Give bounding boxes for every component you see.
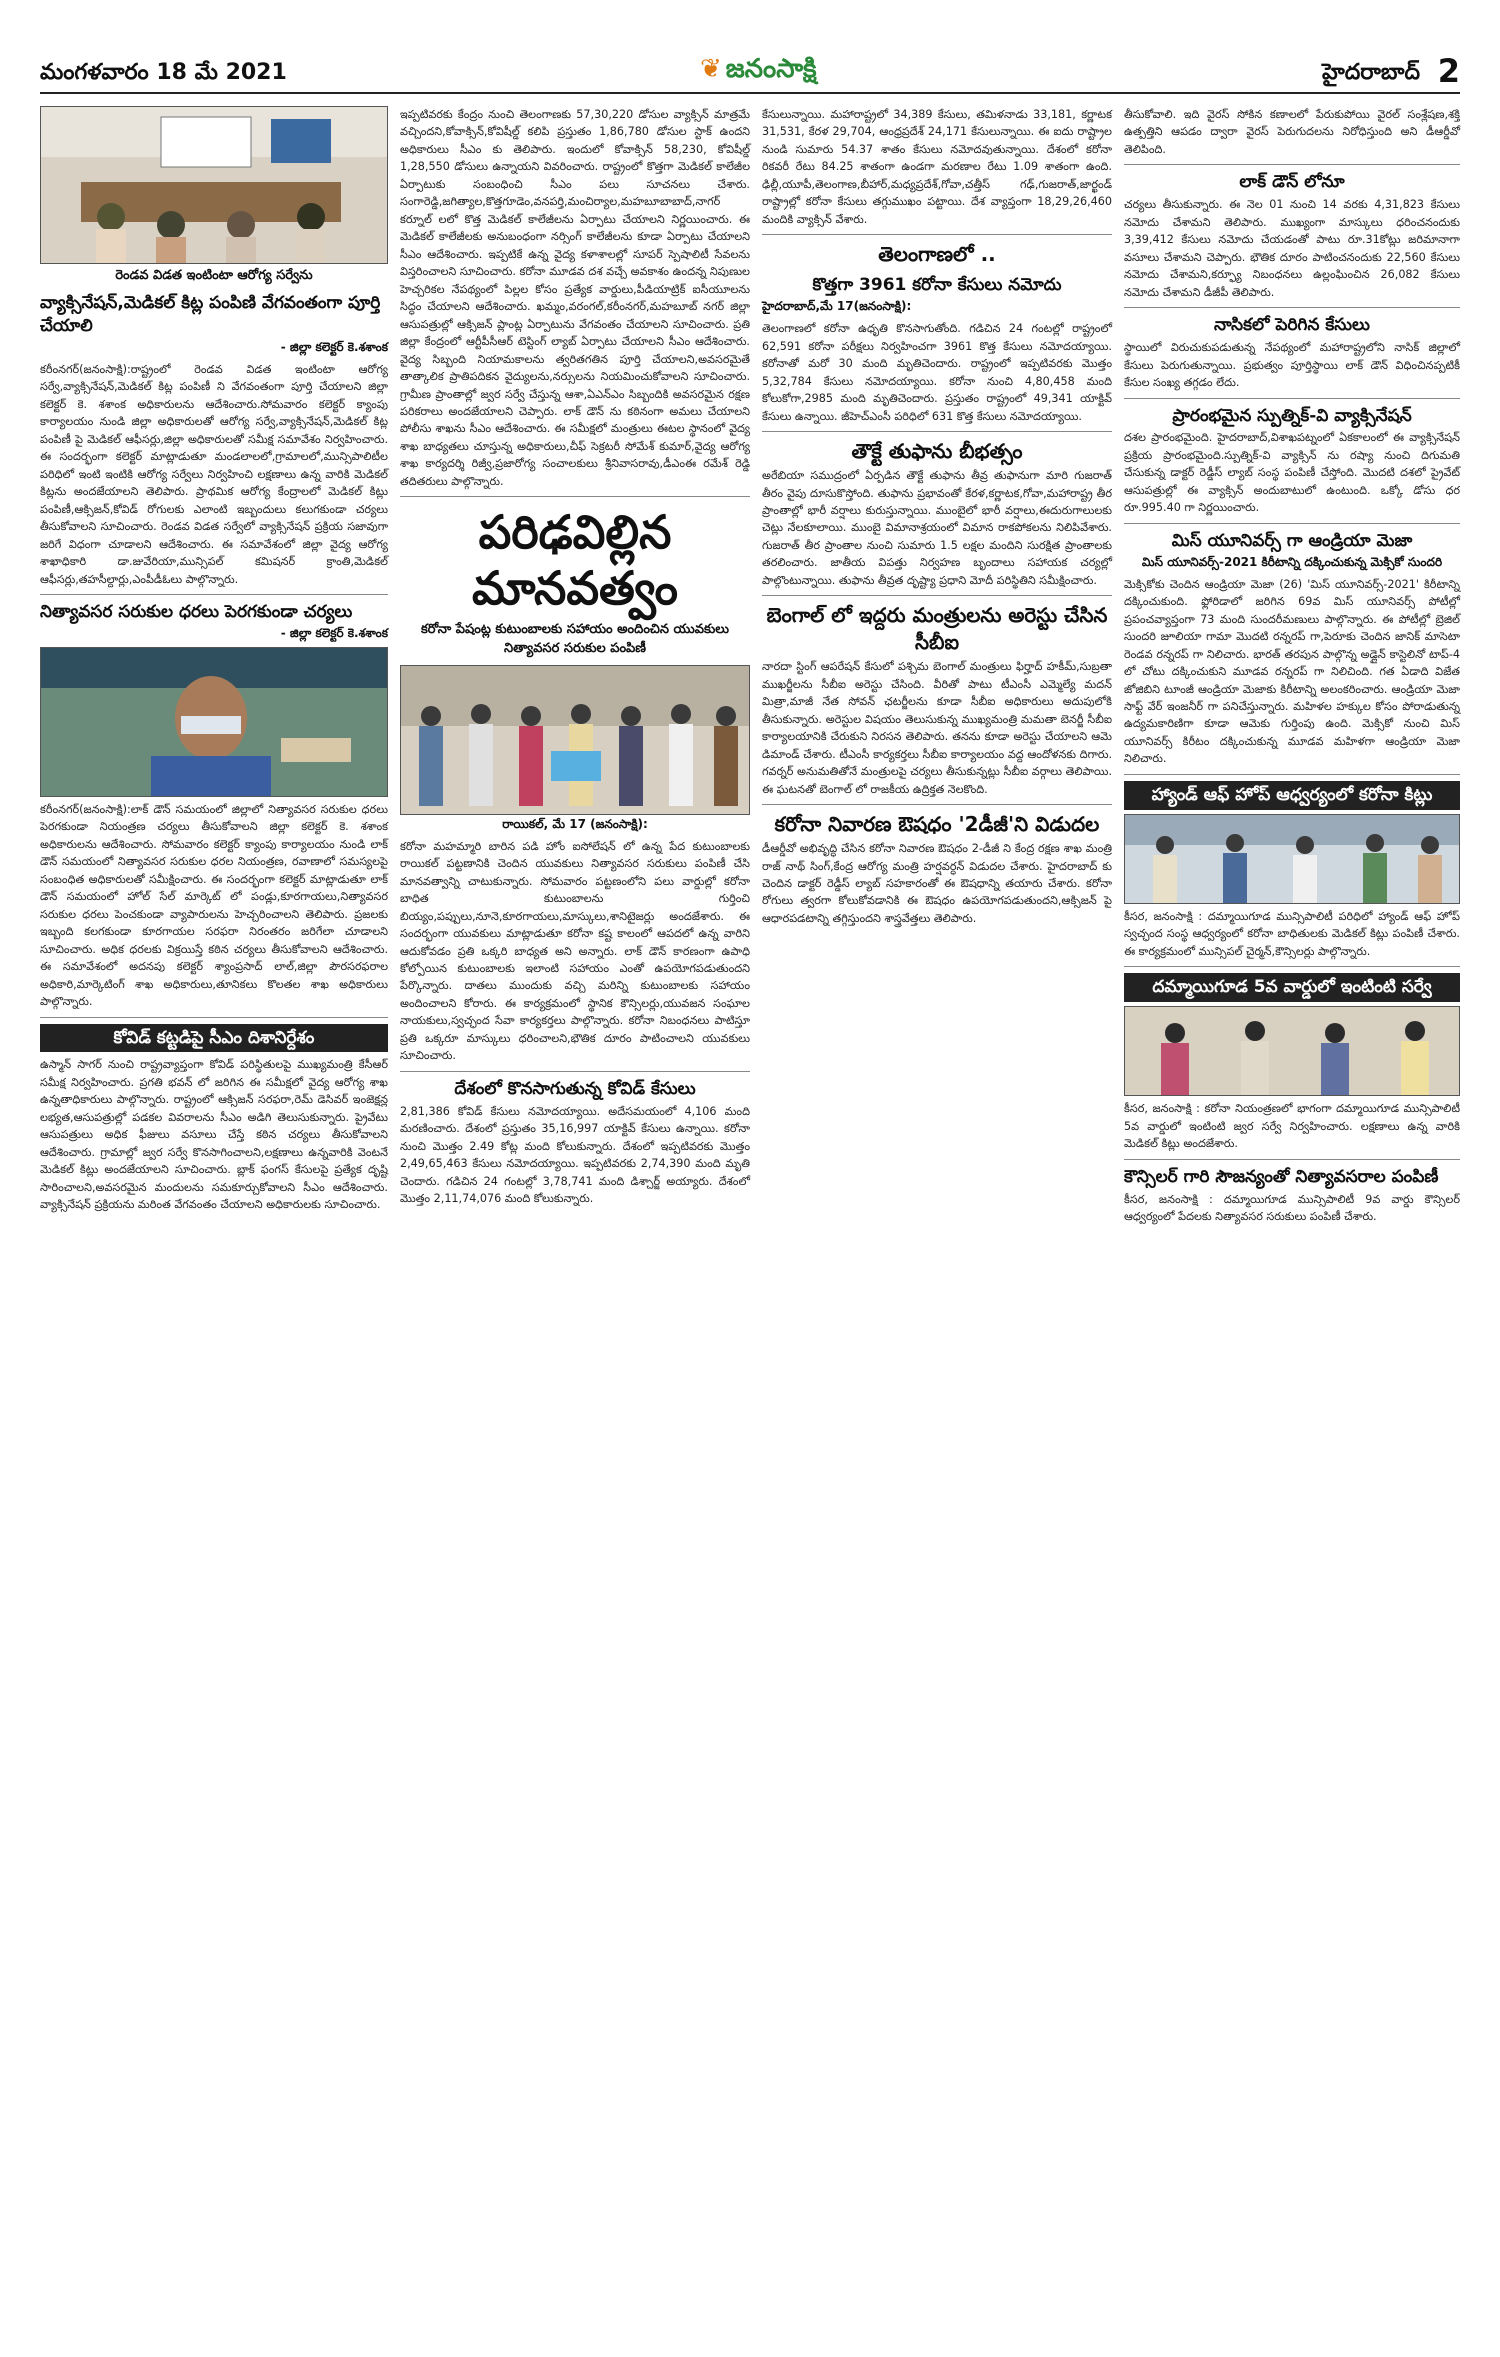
divider <box>1124 966 1460 967</box>
kit-distribution-photo <box>1124 814 1460 904</box>
article-body: డీఆర్డీవో అభివృద్ధి చేసిన కరోనా నివారణ ఔషధం 2-డీజీ ని కేంద్ర రక్షణ శాఖ మంత్రి రాజ్ నాథ్ సింగ్,కేంద్ర ఆరోగ్య మంత్రి హర్షవర్ధన్ విడుదల చేశారు. హైదరాబాద్ కు చెందిన డాక్టర్ రెడ్డీస్ ల్యాబ్ సహకారంతో ఈ ఔషధాన్ని తయారు చేశారు. కరోనా రోగులు త్వరగా కోలుకోవడానికి ఈ ఔషధం ఉపయోగపడుతుందని,ఆక్సిజన్ పై ఆధారపడటాన్ని తగ్గిస్తుందని శాస్త్రవేత్తలు తెలిపారు. <box>762 842 1112 925</box>
article-body: ఉస్మాన్ సాగర్ నుంచి రాష్ట్రవ్యాప్తంగా కోవిడ్ పరిస్థితులపై ముఖ్యమంత్రి కేసీఆర్ సమీక్ష నిర్వహించారు. ప్రగతి భవన్ లో జరిగిన ఈ సమీక్షలో వైద్య ఆరోగ్య శాఖ ఉన్నతాధికారులు పాల్గొన్నారు. రాష్ట్రంలో ఆక్సిజన్ సరఫరా,రెమ్ డెసివర్ ఇంజెక్షన్ల లభ్యత,ఆసుపత్రుల్లో పడకల వివరాలను సీఎం అడిగి తెలుసుకున్నారు. ప్రైవేటు ఆసుపత్రులు అధిక ఫీజులు వసూలు చేస్తే కఠిన చర్యలు తీసుకోవాలని ఆదేశించారు. గ్రామాల్లో జ్వర సర్వే కొనసాగించాలని,లక్షణాలు ఉన్నవారికి వెంటనే మెడికల్ కిట్లు అందజేయాలని సూచించారు. బ్లాక్ ఫంగస్ కేసులపై ప్రత్యేక దృష్టి సారించాలని,అవసరమైన మందులను సమకూర్చుకోవాలని సీఎం ఆదేశించారు. వ్యాక్సినేషన్ ప్రక్రియను మరింత వేగవంతం చేయాలని అధికారులకు సూచించారు. <box>40 1058 388 1212</box>
article-body: కీసర, జనంసాక్షి : దమ్మాయిగూడ మున్సిపాలిటీ పరిధిలో హ్యాండ్ ఆఫ్ హోప్ స్వచ్ఛంద సంస్థ ఆధ్వర్యంలో కరోనా బాధితులకు మెడికల్ కిట్లు పంపిణీ చేశారు. ఈ కార్యక్రమంలో మున్సిపల్ చైర్మన్,కౌన్సిలర్లు పాల్గొన్నారు. <box>1124 909 1460 958</box>
divider <box>762 595 1112 596</box>
donation-photo <box>400 665 750 815</box>
headline: ప్రారంభమైన స్పుత్నిక్-వి వ్యాక్సినేషన్ <box>1172 405 1412 426</box>
subheadline: కొత్తగా 3961 కరోనా కేసులు నమోదు <box>812 275 1062 296</box>
article-body: కరీంనగర్(జనంసాక్షి):లాక్ డౌన్ సమయంలో జిల్లాలో నిత్యావసర సరుకుల ధరలు పెరగకుండా నియంత్రణ చర్యలు తీసుకోవాలని జిల్లా కలెక్టర్ కె. శశాంక అధికారులను ఆదేశించారు. సోమవారం కలెక్టర్ క్యాంపు కార్యాలయం నుండి లాక్ డౌన్ సమయంలో నిత్యావసర సరుకుల ధరల నియంత్రణ, రవాణాలో సమస్యలపై సంబంధిత అధికారులతో సమీక్షించారు. ఈ సందర్భంగా కలెక్టర్ మాట్లాడుతూ లాక్ డౌన్ సమయంలో హోల్ సేల్ మార్కెట్ లో పండ్లు,కూరగాయలు,నిత్యావసర సరుకుల ధరలు పెంచకుండా వ్యాపారులను హెచ్చరించాలని తెలిపారు. ప్రజలకు ఇబ్బంది కలగకుండా కూరగాయల సరఫరా నిరంతరం జరిగేలా చూడాలని సూచించారు. అధిక ధరలకు విక్రయిస్తే కఠిన చర్యలు తీసుకోవాలని ఆదేశించారు. ఈ సమావేశంలో అదనపు కలెక్టర్ శ్యాంప్రసాద్ లాల్,జిల్లా పౌరసరఫరాల అధికారి,మార్కెటింగ్ శాఖ అధికారులు,తూనికలు కొలతల శాఖ అధికారులు పాల్గొన్నారు. <box>40 802 388 1009</box>
article-body: తీసుకోవాలి. ఇది వైరస్ సోకిన కణాలలో పేరుకుపోయి వైరల్ సంశ్లేషణ,శక్తి ఉత్పత్తిని ఆపడం ద్వారా వైరస్ పెరుగుదలను నిరోధిస్తుంది అని డీఆర్డీవో తెలిపింది. <box>1124 108 1460 156</box>
meeting-photo <box>40 106 388 264</box>
headline: లాక్ డౌన్ లోనూ <box>1239 172 1345 193</box>
article-body: స్థాయిలో విరుచుకుపడుతున్న నేపథ్యంలో మహారాష్ట్రలోని నాసిక్ జిల్లాలో కేసులు పెరుగుతున్నాయి. ప్రభుత్వం పూర్తిస్థాయి లాక్ డౌన్ విధించినప్పటికీ కేసుల సంఖ్య తగ్గడం లేదు. <box>1124 341 1460 390</box>
article-body: ఇప్పటివరకు కేంద్రం నుంచి తెలంగాణకు 57,30,220 డోసుల వ్యాక్సిన్ మాత్రమే వచ్చిందని,కోవాక్సిన్,కోవిషీల్డ్ కలిపి ప్రస్తుతం 1,86,780 డోసుల స్టాక్ ఉందని అధికారులు సీఎం కు తెలిపారు. ఇందులో కోవాక్సిన్ 58,230, కోవిషీల్డ్ 1,28,550 డోసులు ఉన్నాయని వివరించారు. రాష్ట్రంలో కొత్తగా మెడికల్ కాలేజీల ఏర్పాటుకు సంబంధించి సీఎం పలు సూచనలు చేశారు. సంగారెడ్డి,జగిత్యాల,కొత్తగూడెం,వనపర్తి,మంచిర్యాల,మహబూబాబాద్,నాగర్ కర్నూల్ లలో కొత్త మెడికల్ కాలేజీలను ఏర్పాటు చేయాలని నిర్ణయించారు. ఈ మెడికల్ కాలేజీలకు అనుబంధంగా నర్సింగ్ కాలేజీలను కూడా ఏర్పాటు చేయాలని సీఎం ఆదేశించారు. ఇప్పటికే ఉన్న వైద్య కళాశాలల్లో సూపర్ స్పెషాలిటీ సేవలను విస్తరించాలని సూచించారు. కరోనా మూడవ దశ వచ్చే అవకాశం ఉందన్న నిపుణుల హెచ్చరికల నేపథ్యంలో పిల్లల కోసం ప్రత్యేక వార్డులు,పీడియాట్రిక్ ఐసీయూలను సిద్ధం చేయాలని ఆదేశించారు. ఖమ్మం,వరంగల్,కరీంనగర్,మహబూబ్ నగర్ జిల్లా ఆసుపత్రుల్లో ఆక్సిజన్ ప్లాంట్ల ఏర్పాటును వేగవంతం చేయాలని సూచించారు. ప్రతి జిల్లా కేంద్రంలో ఆర్టీపీసీఆర్ టెస్టింగ్ ల్యాబ్ ఏర్పాటు చేయాలని సీఎం ఆదేశించారు. వైద్య సిబ్బంది నియామకాలను త్వరితగతిన పూర్తి చేయాలని,అవసరమైతే తాత్కాలిక ప్రాతిపదికన వైద్యులను,నర్సులను నియమించుకోవాలని సూచించారు. గ్రామీణ ప్రాంతాల్లో జ్వర సర్వే చేస్తున్న ఆశా,ఏఎన్ఎం సిబ్బందికి అవసరమైన రక్షణ పరికరాలు అందజేయాలని చెప్పారు. లాక్ డౌన్ ను కఠినంగా అమలు చేయాలని పోలీసు శాఖను సీఎం ఆదేశించారు. ఈ సమీక్షలో మంత్రులు ఈటల స్థానంలో వైద్య శాఖ బాధ్యతలు చూస్తున్న అధికారులు,చీఫ్ సెక్రటరీ సోమేశ్ కుమార్,వైద్య ఆరోగ్య శాఖ కార్యదర్శి రిజ్వీ,ప్రజారోగ్య సంచాలకులు శ్రీనివాసరావు,డీఎంఈ రమేశ్ రెడ్డి తదితరులు పాల్గొన్నారు. <box>400 108 750 488</box>
headline: కోవిడ్ కట్టడిపై సీఎం దిశానిర్దేశం <box>40 1024 388 1053</box>
divider <box>400 496 750 497</box>
article-body: కీసర, జనంసాక్షి : దమ్మాయిగూడ మున్సిపాలిటీ 9వ వార్డు కౌన్సిలర్ ఆధ్వర్యంలో పేదలకు నిత్యావసర సరుకులు పంపిణీ చేశారు. <box>1124 1192 1460 1223</box>
divider <box>762 804 1112 805</box>
divider <box>1124 523 1460 524</box>
headline: బెంగాల్ లో ఇద్దరు మంత్రులను అరెస్టు చేసిన సీబీఐ <box>766 603 1108 655</box>
divider <box>40 594 388 595</box>
headline: తెలంగాణలో .. <box>878 242 996 267</box>
feature-subheadline: కరోనా పేషంట్ల కుటుంబాలకు సహాయం అందించిన యువకులు నిత్యావసర సరుకుల పంపిణీ <box>420 621 729 657</box>
column-1 <box>40 106 388 1214</box>
divider <box>762 234 1112 235</box>
divider <box>1124 398 1460 399</box>
issue-date: మంగళవారం 18 మే 2021 <box>40 60 287 85</box>
headline: వ్యాక్సినేషన్,మెడికల్ కిట్ల పంపిణి వేగవంతంగా పూర్తి చేయాలి <box>40 293 381 336</box>
divider <box>1124 1159 1460 1160</box>
headline: దేశంలో కొనసాగుతున్న కోవిడ్ కేసులు <box>454 1078 696 1099</box>
edition-city: హైదరాబాద్ <box>1322 60 1420 85</box>
newspaper-page <box>40 50 1460 2320</box>
photo-caption: రెండవ విడత ఇంటింటా ఆరోగ్య సర్వేను <box>115 268 313 283</box>
article-body: కేసులున్నాయి. మహారాష్ట్రలో 34,389 కేసులు, తమిళనాడు 33,181, కర్ణాటక 31,531, కేరళ 29,704, ఆంధ్రప్రదేశ్ 24,171 కేసులున్నాయి. ఈ ఐదు రాష్ట్రాల నుండి సుమారు 54.37 శాతం కేసులు నమోదవుతున్నాయి. దేశంలో కరోనా రికవరీ రేటు 84.25 శాతంగా ఉండగా మరణాల రేటు 1.09 శాతంగా ఉంది. ఢిల్లీ,యూపీ,తెలంగాణ,బీహార్,మధ్యప్రదేశ్,గోవా,చత్తీస్ గఢ్,గుజరాత్,జార్ఖండ్ రాష్ట్రాల్లో కరోనా కేసులు తగ్గుముఖం పట్టాయి. దేశ వ్యాప్తంగా 18,29,26,460 మందికి వ్యాక్సిన్ వేశారు. <box>762 108 1112 226</box>
survey-photo <box>1124 1006 1460 1096</box>
divider <box>1124 774 1460 775</box>
column-3 <box>762 106 1112 927</box>
article-body: అరేబియా సముద్రంలో ఏర్పడిన తౌక్టే తుఫాను తీవ్ర తుఫానుగా మారి గుజరాత్ తీరం వైపు దూసుకొస్తోంది. తుఫాను ప్రభావంతో కేరళ,కర్ణాటక,గోవా,మహారాష్ట్ర తీర ప్రాంతాల్లో భారీ వర్షాలు కురుస్తున్నాయి. ముంబైలో భారీ వర్షాలు,ఈదురుగాలులకు చెట్లు నేలకూలాయి. ముంబై విమానాశ్రయంలో విమాన రాకపోకలను నిలిపివేశారు. గుజరాత్ తీర ప్రాంతాల నుంచి సుమారు 1.5 లక్షల మందిని సురక్షిత ప్రాంతాలకు తరలించారు. జాతీయ విపత్తు నిర్వహణ బృందాలు సహాయక చర్యల్లో పాల్గొంటున్నాయి. తుఫాను తీవ్రత దృష్ట్యా ప్రధాని మోదీ పరిస్థితిని సమీక్షించారు. <box>762 469 1112 587</box>
byline: - జిల్లా కలెక్టర్ కె.శశాంక <box>280 339 388 354</box>
divider <box>1124 307 1460 308</box>
photo-caption: రాయికల్, మే 17 (జనంసాక్షి): <box>502 816 648 831</box>
column-4 <box>1124 106 1460 1225</box>
divider <box>400 1071 750 1072</box>
article-body: కీసర, జనంసాక్షి : కరోనా నియంత్రణలో భాగంగా దమ్మాయిగూడ మున్సిపాలిటీ 5వ వార్డులో ఇంటింటి జ్వర సర్వే నిర్వహించారు. లక్షణాలు ఉన్న వారికి మెడికల్ కిట్లు అందజేశారు. <box>1124 1102 1460 1151</box>
article-body: 2,81,386 కోవిడ్ కేసులు నమోదయ్యాయి. అదేసమయంలో 4,106 మంది మరణించారు. దేశంలో ప్రస్తుతం 35,16,997 యాక్టివ్ కేసులు ఉన్నాయి. కరోనా నుంచి మొత్తం 2.49 కోట్ల మంది కోలుకున్నారు. దేశంలో ఇప్పటివరకు మొత్తం 2,49,65,463 కేసులు నమోదయ్యాయి. ఇప్పటివరకు 2,74,390 మంది మృతి చెందారు. గడిచిన 24 గంటల్లో 3,78,741 మంది డిశ్చార్జ్ అయ్యారు. దేశంలో మొత్తం 2,11,74,076 మంది కోలుకున్నారు. <box>400 1104 750 1206</box>
headline: నాసికలో పెరిగిన కేసులు <box>1214 315 1370 336</box>
divider <box>762 431 1112 432</box>
article-body: కరోనా మహమ్మారి బారిన పడి హోం ఐసోలేషన్ లో ఉన్న పేద కుటుంబాలకు రాయికల్ పట్టణానికి చెందిన యువకులు నిత్యావసర సరుకులు పంపిణీ చేసి మానవత్వాన్ని చాటుకున్నారు. సోమవారం పట్టణంలోని పలు వార్డుల్లో కరోనా బాధిత కుటుంబాలను గుర్తించి బియ్యం,పప్పులు,నూనె,కూరగాయలు,మాస్కులు,శానిటైజర్లు అందజేశారు. ఈ సందర్భంగా యువకులు మాట్లాడుతూ కరోనా కష్ట కాలంలో ఆపదలో ఉన్న వారిని ఆదుకోవడం ప్రతి ఒక్కరి బాధ్యత అని అన్నారు. లాక్ డౌన్ కారణంగా ఉపాధి కోల్పోయిన కుటుంబాలకు ఇలాంటి సహాయం ఎంతో ఉపయోగపడుతుందని పేర్కొన్నారు. దాతలు ముందుకు వచ్చి మరిన్ని కుటుంబాలకు సహాయం అందించాలని కోరారు. ఈ కార్యక్రమంలో స్థానిక కౌన్సిలర్లు,యువజన సంఘాల నాయకులు,స్వచ్ఛంద సేవా కార్యకర్తలు పాల్గొన్నారు. కరోనా నిబంధనలు పాటిస్తూ ప్రతి ఒక్కరూ మాస్కులు ధరించాలని,భౌతిక దూరం పాటించాలని యువకులు సూచించారు. <box>400 839 750 1063</box>
article-body: కరీంనగర్(జనంసాక్షి):రాష్ట్రంలో రెండవ విడత ఇంటింటా ఆరోగ్య సర్వే,వ్యాక్సినేషన్,మెడికల్ కిట్ల పంపిణీ ని వేగవంతంగా పూర్తి చేయాలని జిల్లా కలెక్టర్ కె. శశాంక అధికారులను ఆదేశించారు.సోమవారం కలెక్టర్ క్యాంపు కార్యాలయం నుండి జిల్లా అధికారులతో ఆరోగ్య సర్వే,వ్యాక్సినేషన్,మెడికల్ కిట్ల పంపిణీ పై మెడికల్ ఆఫీసర్లు,జిల్లా అధికారులతో సమీక్ష సమావేశం నిర్వహించారు. ఈ సందర్భంగా కలెక్టర్ మాట్లాడుతూ మండలాలలో,గ్రామాలలో,మున్సిపాలిటీల పరిధిలో ఇంటి ఇంటికి ఆరోగ్య సర్వేలు నిర్వహించి లక్షణాలు ఉన్న వారికి మెడికల్ కిట్లను అందజేయాలని తెలిపారు. ప్రాథమిక ఆరోగ్య కేంద్రాలలో మెడికల్ కిట్లు పంపిణీ,ఆక్సిజన్,కోవిడ్ రోగులకు ఎలాంటి ఇబ్బందులు కలుగకుండా చర్యలు తీసుకోవాలని సూచించారు. రెండవ విడత సర్వేలో వ్యాక్సినేషన్ ప్రక్రియ సజావుగా జరిగే విధంగా చూడాలని ఆదేశించారు. ఈ సమావేశంలో జిల్లా వైద్య ఆరోగ్య శాఖాధికారి డా.జువేరియా,మున్సిపల్ కమిషనర్ క్రాంతి,మెడికల్ ఆఫీసర్లు,తహసీల్దార్లు,ఎంపీడీఓలు పాల్గొన్నారు. <box>40 362 388 586</box>
headline: మిస్ యూనివర్స్ గా ఆండ్రియా మెజా <box>1171 530 1413 551</box>
article-body: నారదా స్టింగ్ ఆపరేషన్ కేసులో పశ్చిమ బెంగాల్ మంత్రులు ఫిర్హాద్ హకీమ్,సుబ్రతా ముఖర్జీలను సీబీఐ అరెస్టు చేసింది. వీరితో పాటు టీఎంసీ ఎమ్మెల్యే మదన్ మిత్రా,మాజీ నేత సోవన్ ఛటర్జీలను కూడా సీబీఐ అధికారులు అదుపులోకి తీసుకున్నారు. అరెస్టుల విషయం తెలుసుకున్న ముఖ్యమంత్రి మమతా బెనర్జీ సీబీఐ కార్యాలయానికి చేరుకుని నిరసన తెలిపారు. తనను కూడా అరెస్టు చేయాలని ఆమె డిమాండ్ చేశారు. టీఎంసీ కార్యకర్తలు సీబీఐ కార్యాలయం వద్ద ఆందోళనకు దిగారు. గవర్నర్ అనుమతితోనే మంత్రులపై చర్యలు తీసుకున్నట్లు సీబీఐ వర్గాలు తెలిపాయి. ఈ ఘటనతో బెంగాల్ లో రాజకీయ ఉద్రిక్తత నెలకొంది. <box>762 660 1112 796</box>
headline: కరోనా నివారణ ఔషధం '2డీజీ'ని విడుదల <box>774 812 1100 837</box>
article-body: చర్యలు తీసుకున్నారు. ఈ నెల 01 నుంచి 14 వరకు 4,31,823 కేసులు నమోదు చేశామని తెలిపారు. ముఖ్యంగా మాస్కులు ధరించనందుకు 3,39,412 కేసులు నమోదు చేయడంతో పాటు రూ.31కోట్లు జరిమానాగా వసూలు చేశామని చెప్పారు. భౌతిక దూరం పాటించనందుకు 22,560 కేసులు నమోదు చేశామని,కర్ఫ్యూ నిబంధనలు ఉల్లంఘించిన 26,082 కేసులు నమోదు చేశామని డీజీపీ తెలిపారు. <box>1124 198 1460 299</box>
headline: దమ్మాయిగూడ 5వ వార్డులో ఇంటింటి సర్వే <box>1124 973 1460 1002</box>
paper-name: జనంసాక్షి <box>725 54 817 84</box>
subheadline: మిస్ యూనివర్స్-2021 కిరీటాన్ని దక్కించుకున్న మెక్సికో సుందరి <box>1141 554 1443 569</box>
article-body: తెలంగాణలో కరోనా ఉధృతి కొనసాగుతోంది. గడిచిన 24 గంటల్లో రాష్ట్రంలో 62,591 కరోనా పరీక్షలు నిర్వహించగా 3961 కొత్త కేసులు నమోదయ్యాయి. కరోనాతో మరో 30 మంది మృతిచెందారు. రాష్ట్రంలో ఇప్పటివరకు మొత్తం 5,32,784 కేసులు నమోదయ్యాయి. కరోనా నుంచి 4,80,458 మంది కోలుకోగా,2985 మంది మృతిచెందారు. ప్రస్తుతం రాష్ట్రంలో 49,341 యాక్టివ్ కేసులు ఉన్నాయి. జీహెచ్ఎంసీ పరిధిలో 631 కొత్త కేసులు నమోదయ్యాయి. <box>762 322 1112 423</box>
byline: - జిల్లా కలెక్టర్ కె.శశాంక <box>280 625 388 640</box>
headline: హ్యాండ్ ఆఫ్ హోప్ ఆధ్వర్యంలో కరోనా కిట్లు <box>1124 781 1460 810</box>
article-body: దశల ప్రారంభమైంది. హైదరాబాద్,విశాఖపట్నంలో ఏకకాలంలో ఈ వ్యాక్సినేషన్ ప్రక్రియ ప్రారంభమైంది.స్పుత్నిక్-వి వ్యాక్సిన్ ను రష్యా నుంచి దిగుమతి చేసుకున్న డాక్టర్ రెడ్డీస్ ల్యాబ్ సంస్థ పంపిణీ చేస్తోంది. మొదటి దశలో ప్రైవేట్ ఆసుపత్రుల్లో ఈ వ్యాక్సిన్ అందుబాటులో ఉంటుంది. ఒక్కో డోసు ధర రూ.995.40 గా నిర్ణయించారు. <box>1124 431 1460 515</box>
dateline: హైదరాబాద్,మే 17(జనంసాక్షి): <box>762 299 912 314</box>
leaf-icon: ❦ <box>700 54 722 84</box>
headline: కౌన్సిలర్ గారి సౌజన్యంతో నిత్యావసరాల పంపిణీ <box>1124 1166 1439 1187</box>
article-body: మెక్సికోకు చెందిన ఆండ్రియా మెజా (26) 'మిస్ యూనివర్స్-2021' కిరీటాన్ని దక్కించుకుంది. ఫ్లోరిడాలో జరిగిన 69వ మిస్ యూనివర్స్ పోటీల్లో ప్రపంచవ్యాప్తంగా 73 మంది సుందరీమణులు పాల్గొన్నారు. ఈ పోటీల్లో బ్రెజిల్ సుందరి జూలియా గామా మొదటి రన్నరప్ గా,పెరూకు చెందిన జానిక్ మాసెటా రెండవ రన్నరప్ గా నిలిచారు. భారత్ తరపున పాల్గొన్న అడ్లైన్ కాస్టెలినో టాప్-4 లో చోటు దక్కించుకుని మూడవ రన్నరప్ గా నిలిచింది. గత ఏడాది విజేత జోజిబిని టూంజీ ఆండ్రియా మెజాకు కిరీటాన్ని అలంకరించారు. ఆండ్రియా మెజా సాఫ్ట్ వేర్ ఇంజనీర్ గా పనిచేస్తున్నారు. మహిళల హక్కుల కోసం పోరాడుతున్న ఉద్యమకారిణిగా కూడా ఆమెకు గుర్తింపు ఉంది. మెక్సికో నుంచి మిస్ యూనివర్స్ కిరీటం దక్కించుకున్న మూడవ మహిళగా ఆండ్రియా మెజా నిలిచారు. <box>1124 577 1460 766</box>
page-number: 2 <box>1437 52 1460 90</box>
feature-headline: పరిఢవిల్లిన మానవత్వం <box>472 505 678 615</box>
collector-photo <box>40 647 388 797</box>
headline: నిత్యావసర సరుకుల ధరలు పెరగకుండా చర్యలు <box>40 601 353 622</box>
divider <box>1124 164 1460 165</box>
masthead <box>40 50 1460 94</box>
divider <box>40 1017 388 1018</box>
headline: తౌక్టే తుఫాను బీభత్సం <box>851 439 1023 464</box>
paper-logo <box>700 54 817 90</box>
column-2 <box>400 106 750 1208</box>
